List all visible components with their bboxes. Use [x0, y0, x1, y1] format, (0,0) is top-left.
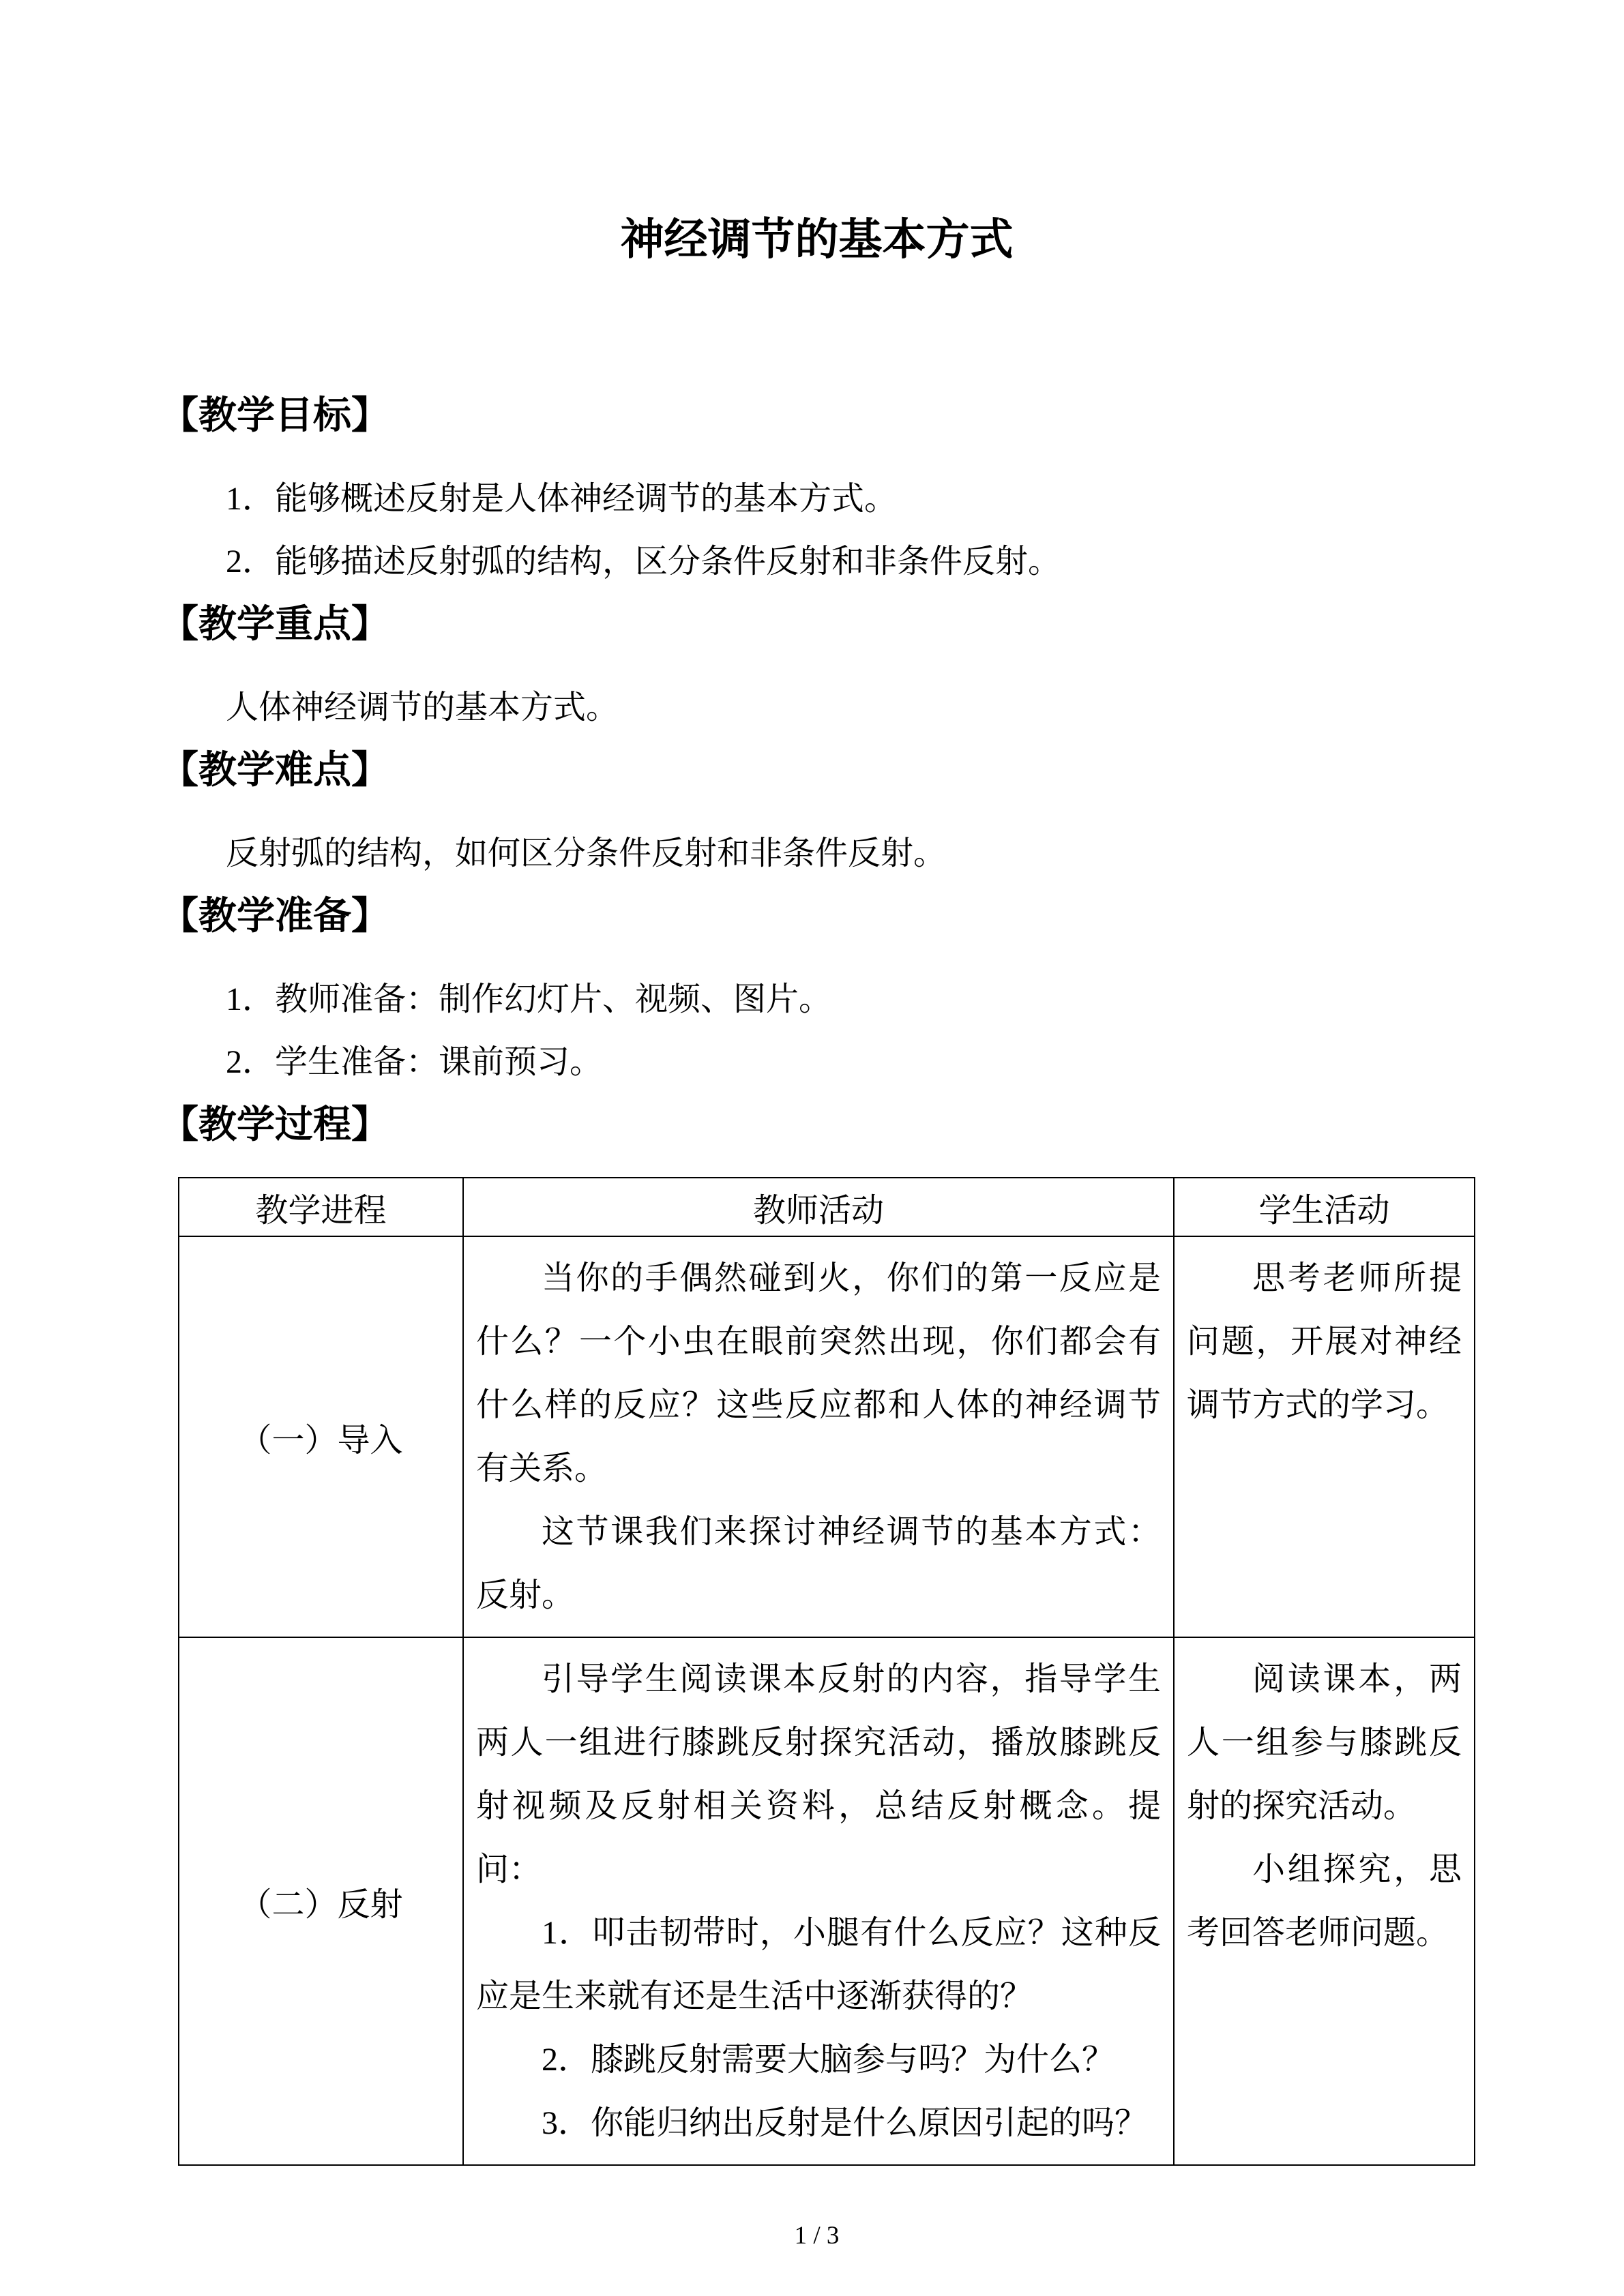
section-objectives: [160, 385, 1473, 593]
teacher-paragraph: 这节课我们来探讨神经调节的基本方式：反射。: [476, 1514, 1161, 1613]
column-header-stage: 教学进程: [179, 1178, 463, 1236]
objective-item-1: 1．能够概述反射是人体神经调节的基本方式。: [226, 481, 898, 517]
teacher-paragraph: 引导学生阅读课本反射的内容，指导学生两人一组进行膝跳反射探究活动，播放膝跳反射视频及反射相关资料，总结反射概念。提问：: [476, 1661, 1161, 1888]
stage-cell: [179, 1637, 463, 2165]
table-header-row: [179, 1178, 1475, 1236]
student-activity-cell: [1174, 1236, 1475, 1637]
section-heading-difficult-points: 【教学难点】: [160, 749, 389, 792]
teacher-question-1: 1．叩击韧带时，小腿有什么反应？这种反应是生来就有还是生活中逐渐获得的？: [476, 1915, 1161, 2014]
section-key-points: [160, 593, 1473, 739]
teacher-question-2: 2．膝跳反射需要大脑参与吗？为什么？: [542, 2042, 1115, 2078]
section-heading-objectives: 【教学目标】: [160, 395, 389, 437]
table-row-introduction: [179, 1236, 1475, 1637]
stage-label: （二）反射: [239, 1886, 403, 1923]
student-paragraph: 阅读课本，两人一组参与膝跳反射的探究活动。: [1187, 1661, 1462, 1824]
difficult-points-text: 反射弧的结构，如何区分条件反射和非条件反射。: [226, 835, 947, 871]
student-paragraph: 思考老师所提问题，开展对神经调节方式的学习。: [1187, 1260, 1462, 1423]
stage-cell: [179, 1236, 463, 1637]
page-number: 1 / 3: [794, 2222, 840, 2250]
teacher-activity-cell: [463, 1637, 1174, 2165]
teaching-process-table: [178, 1177, 1475, 2166]
student-paragraph: 小组探究，思考回答老师问题。: [1187, 1851, 1462, 1951]
section-heading-key-points: 【教学重点】: [160, 603, 389, 646]
stage-label: （一）导入: [239, 1422, 403, 1459]
section-preparation: [160, 885, 1473, 1094]
table-row-reflex: [179, 1637, 1475, 2165]
section-heading-process: 【教学过程】: [160, 1104, 389, 1146]
preparation-item-2: 2．学生准备：课前预习。: [226, 1044, 603, 1080]
section-heading-preparation: 【教学准备】: [160, 895, 389, 938]
teacher-question-3: 3．你能归纳出反射是什么原因引起的吗？: [542, 2105, 1148, 2141]
column-header-teacher-activity: 教师活动: [463, 1178, 1174, 1236]
key-points-text: 人体神经调节的基本方式。: [226, 689, 619, 726]
section-process: [160, 1094, 1473, 2166]
teacher-paragraph: 当你的手偶然碰到火，你们的第一反应是什么？一个小虫在眼前突然出现，你们都会有什么样的反应？这些反应都和人体的神经调节有关系。: [476, 1260, 1161, 1487]
preparation-item-1: 1．教师准备：制作幻灯片、视频、图片。: [226, 981, 832, 1017]
document-title: 神经调节的基本方式: [620, 215, 1014, 264]
section-difficult-points: [160, 739, 1473, 885]
column-header-student-activity: 学生活动: [1174, 1178, 1475, 1236]
student-activity-cell: [1174, 1637, 1475, 2165]
objective-item-2: 2．能够描述反射弧的结构，区分条件反射和非条件反射。: [226, 543, 1061, 580]
teacher-activity-cell: [463, 1236, 1174, 1637]
